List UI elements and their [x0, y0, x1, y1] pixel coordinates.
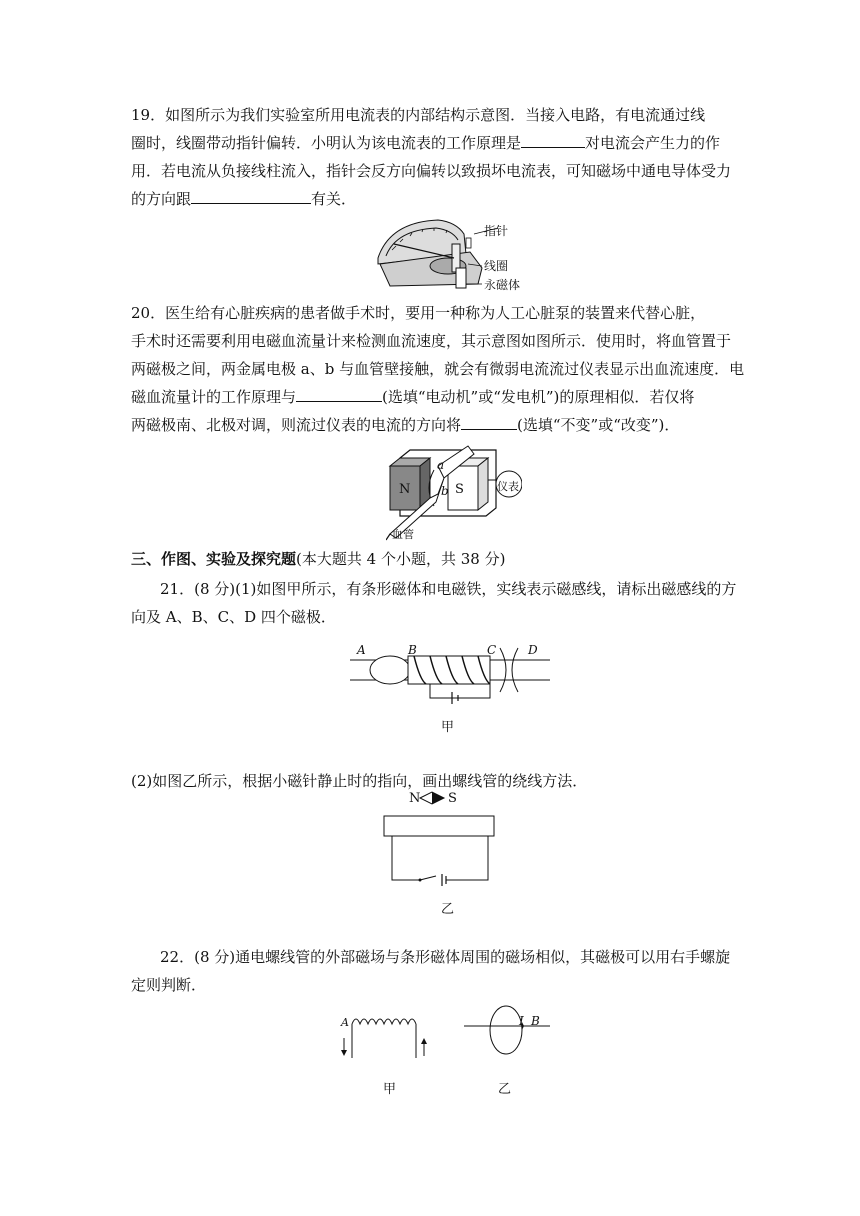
q20-line-5-text-a: 两磁极南、北极对调，则流过仪表的电流的方向将	[131, 416, 462, 434]
ammeter-coil-label: 线圈	[484, 259, 509, 273]
fig21a-a-label: A	[357, 643, 366, 657]
solenoid-compass-figure	[380, 790, 500, 890]
q20-line-3: 两磁极之间，两金属电极 a、b 与血管壁接触，就会有微弱电流流过仪表显示出血流速度．电	[131, 360, 745, 378]
q19-line-1: 19．如图所示为我们实验室所用电流表的内部结构示意图．当接入电路，有电流通过线	[131, 106, 706, 124]
q19-line-2	[131, 132, 720, 154]
section-3-heading	[131, 548, 505, 570]
q22-line-2: 定则判断．	[131, 976, 207, 994]
section-3-note: (本大题共 4 个小题，共 38 分)	[296, 550, 506, 568]
q20-line-4	[131, 386, 694, 408]
fig21a-caption: 甲	[441, 720, 455, 735]
fig21b-caption: 乙	[441, 902, 455, 917]
q22-coil-figure	[338, 1002, 438, 1062]
ammeter-magnet-label: 永磁体	[484, 278, 521, 292]
q22-i-label: I	[519, 1014, 524, 1028]
q20-line-2: 手术时还需要利用电磁血流量计来检测血流速度，其示意图如图所示．使用时，将血管置于	[131, 332, 732, 350]
q19-line-2-text-a: 圈时，线圈带动指针偏转．小明认为该电流表的工作原理是	[131, 134, 522, 152]
q20-line-5-text-b: (选填“不变”或“改变”)．	[517, 416, 680, 434]
section-3-title: 三、作图、实验及探究题	[131, 550, 297, 568]
q20-line-5	[131, 414, 679, 436]
flowmeter-a-label: a	[437, 458, 445, 472]
q22-caption-left: 甲	[383, 1082, 397, 1097]
fig21a-b-label: B	[408, 643, 417, 657]
q19-line-2-text-b: 对电流会产生力的作	[585, 134, 721, 152]
flowmeter-n-label: N	[399, 482, 411, 497]
flowmeter-meter-label: 仪表	[497, 480, 519, 493]
flowmeter-b-label: b	[441, 484, 449, 498]
compass-s-label: S	[448, 791, 457, 806]
q22-a-label: A	[341, 1016, 349, 1029]
q20-line-4-text-b: (选填“电动机”或“发电机”)的原理相似．若仅将	[382, 388, 695, 406]
q19-blank-2[interactable]	[191, 188, 311, 204]
q20-line-4-text-a: 磁血流量计的工作原理与	[131, 388, 297, 406]
flowmeter-vessel-label: 血管	[392, 528, 414, 541]
q22-line-1: 22．(8 分)通电螺线管的外部磁场与条形磁体周围的磁场相似，其磁极可以用右手螺旋	[160, 948, 731, 966]
q19-line-4-text-a: 的方向跟	[131, 190, 192, 208]
compass-n-label: N	[409, 791, 421, 806]
q22-loop-figure	[464, 1004, 554, 1062]
magnet-electromagnet-figure	[350, 640, 550, 712]
flowmeter-s-label: S	[455, 482, 464, 497]
q20-blank-1[interactable]	[296, 386, 382, 402]
q20-blank-2[interactable]	[461, 414, 517, 430]
q21-line-1: 21．(8 分)(1)如图甲所示，有条形磁体和电磁铁，实线表示磁感线，请标出磁感线的方	[160, 580, 737, 598]
q20-line-1: 20．医生给有心脏疾病的患者做手术时，要用一种称为人工心脏泵的装置来代替心脏，	[131, 304, 706, 322]
q19-line-4	[131, 188, 356, 210]
q22-b-label: B	[531, 1014, 540, 1028]
q19-line-3: 用．若电流从负接线柱流入，指针会反方向偏转以致损坏电流表，可知磁场中通电导体受力	[131, 162, 732, 180]
q21-part-2: (2)如图乙所示，根据小磁针静止时的指向，画出螺线管的绕线方法．	[131, 772, 588, 790]
q19-blank-1[interactable]	[521, 132, 585, 148]
ammeter-pointer-label: 指针	[484, 224, 509, 238]
q21-line-2: 向及 A、B、C、D 四个磁极．	[131, 608, 336, 626]
q19-line-4-text-b: 有关．	[311, 190, 357, 208]
fig21a-d-label: D	[528, 643, 538, 657]
q22-caption-right: 乙	[498, 1082, 512, 1097]
fig21a-c-label: C	[487, 643, 497, 657]
